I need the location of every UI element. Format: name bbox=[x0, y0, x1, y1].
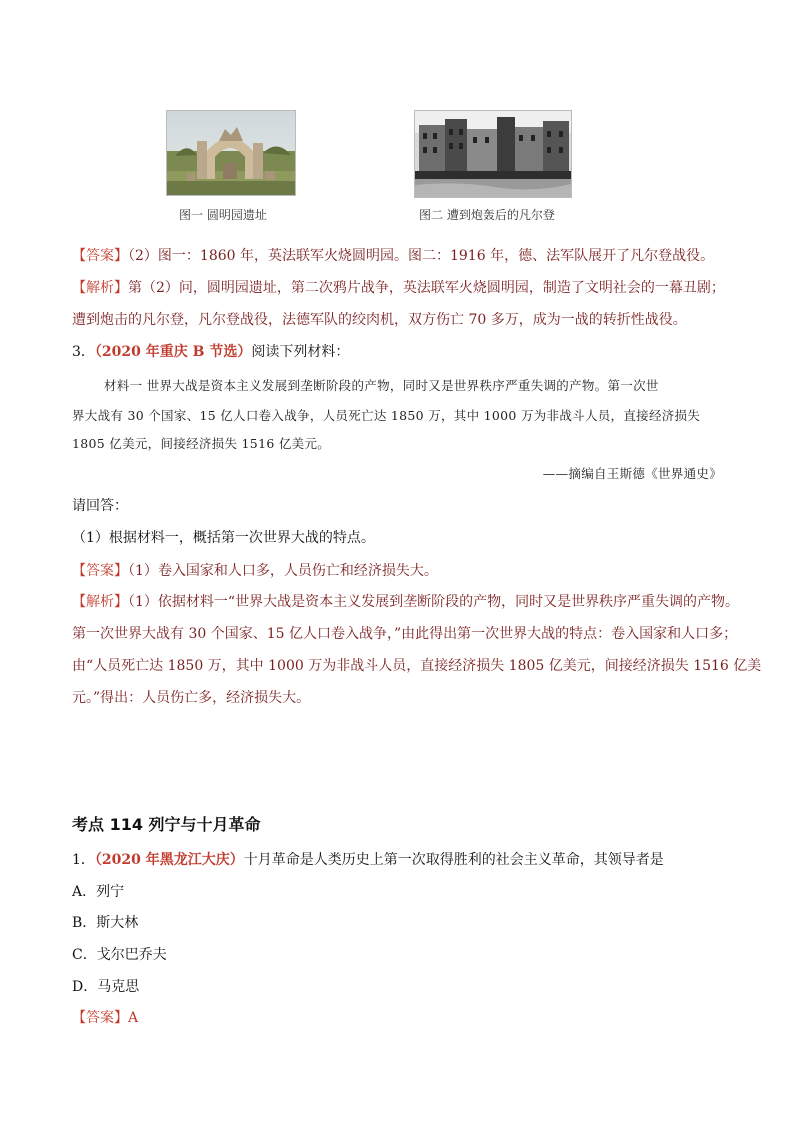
q2-analysis-line2: 遭到炮击的凡尔登，凡尔登战役，法德军队的绞肉机，双方伤亡 70 多万，成为一战的转折性战役。 bbox=[72, 312, 687, 328]
q3-analysis-line2: 第一次世界大战有 30 个国家、15 亿人口卷入战争，”由此得出第一次世界大战的特点：卷入国家和人口多； bbox=[72, 626, 738, 642]
q1-source: （2020 年黑龙江大庆） bbox=[94, 852, 244, 868]
q1-stem-text: 十月革命是人类历史上第一次取得胜利的社会主义革命，其领导者是 bbox=[243, 852, 664, 868]
q3-analysis-line1: 【解析】（1）依据材料一“世界大战是资本主义发展到垄断阶段的产物，同时又是世界秩序严重失调的产物。 bbox=[72, 594, 740, 610]
q1-answer bbox=[72, 1008, 138, 1028]
material-line1: 材料一 世界大战是资本主义发展到垄断阶段的产物，同时又是世界秩序严重失调的产物。第一次世 bbox=[104, 378, 659, 393]
analysis-tag: 【解析】 bbox=[72, 280, 128, 296]
q1-number: 1． bbox=[72, 852, 95, 868]
q3-prompt: 阅读下列材料： bbox=[251, 344, 350, 360]
answer-tag: 【答案】 bbox=[72, 563, 128, 579]
q3-analysis-line3: 由“人员死亡达 1850 万，其中 1000 万为非战斗人员，直接经济损失 1805 亿美元，间接经济损失 1516 亿美 bbox=[72, 658, 762, 674]
q2-answer-text: （2）图一：1860 年，英法联军火烧圆明园。图二：1916 年，德、法军队展开了凡尔登战役。 bbox=[128, 248, 715, 264]
option-c: C．戈尔巴乔夫 bbox=[72, 947, 167, 963]
material-line3: 1805 亿美元，间接经济损失 1516 亿美元。 bbox=[72, 436, 331, 451]
answer-tag: 【答案】 bbox=[72, 1010, 128, 1026]
q3-sub-question: （1）根据材料一，概括第一次世界大战的特点。 bbox=[72, 530, 375, 546]
q1-answer-text: A bbox=[128, 1010, 139, 1026]
option-a: A．列宁 bbox=[72, 884, 125, 900]
option-d: D．马克思 bbox=[72, 979, 140, 995]
q3-answer-text: （1）卷入国家和人口多，人员伤亡和经济损失大。 bbox=[128, 563, 438, 579]
please-answer: 请回答： bbox=[72, 498, 128, 514]
material-line2: 界大战有 30 个国家、15 亿人口卷入战争，人员死亡达 1850 万，其中 1000 万为非战斗人员，直接经济损失 bbox=[72, 408, 701, 423]
q3-number: 3． bbox=[72, 344, 95, 360]
fig1-caption: 图一 圆明园遗址 bbox=[179, 208, 267, 222]
analysis-tag: 【解析】 bbox=[72, 594, 128, 610]
q2-analysis-line1: 【解析】第（2）问，圆明园遗址，第二次鸦片战争，英法联军火烧圆明园，制造了文明社会的一幕丑剧； bbox=[72, 280, 725, 296]
section-heading: 考点 114 列宁与十月革命 bbox=[72, 815, 261, 834]
yuanmingyuan-photo bbox=[166, 110, 296, 196]
option-b: B．斯大林 bbox=[72, 915, 139, 931]
q3-header bbox=[72, 342, 349, 362]
fig2-caption: 图二 遭到炮轰后的凡尔登 bbox=[419, 208, 555, 222]
q1-stem bbox=[72, 850, 664, 870]
q3-analysis-line4: 元。”得出：人员伤亡多，经济损失大。 bbox=[72, 690, 311, 706]
answer-tag: 【答案】 bbox=[72, 248, 128, 264]
material-citation: ——摘编自王斯德《世界通史》 bbox=[542, 466, 722, 481]
verdun-photo bbox=[414, 110, 572, 198]
q2-answer bbox=[72, 246, 714, 266]
q3-answer bbox=[72, 561, 438, 581]
q3-source: （2020 年重庆 B 节选） bbox=[94, 344, 252, 360]
